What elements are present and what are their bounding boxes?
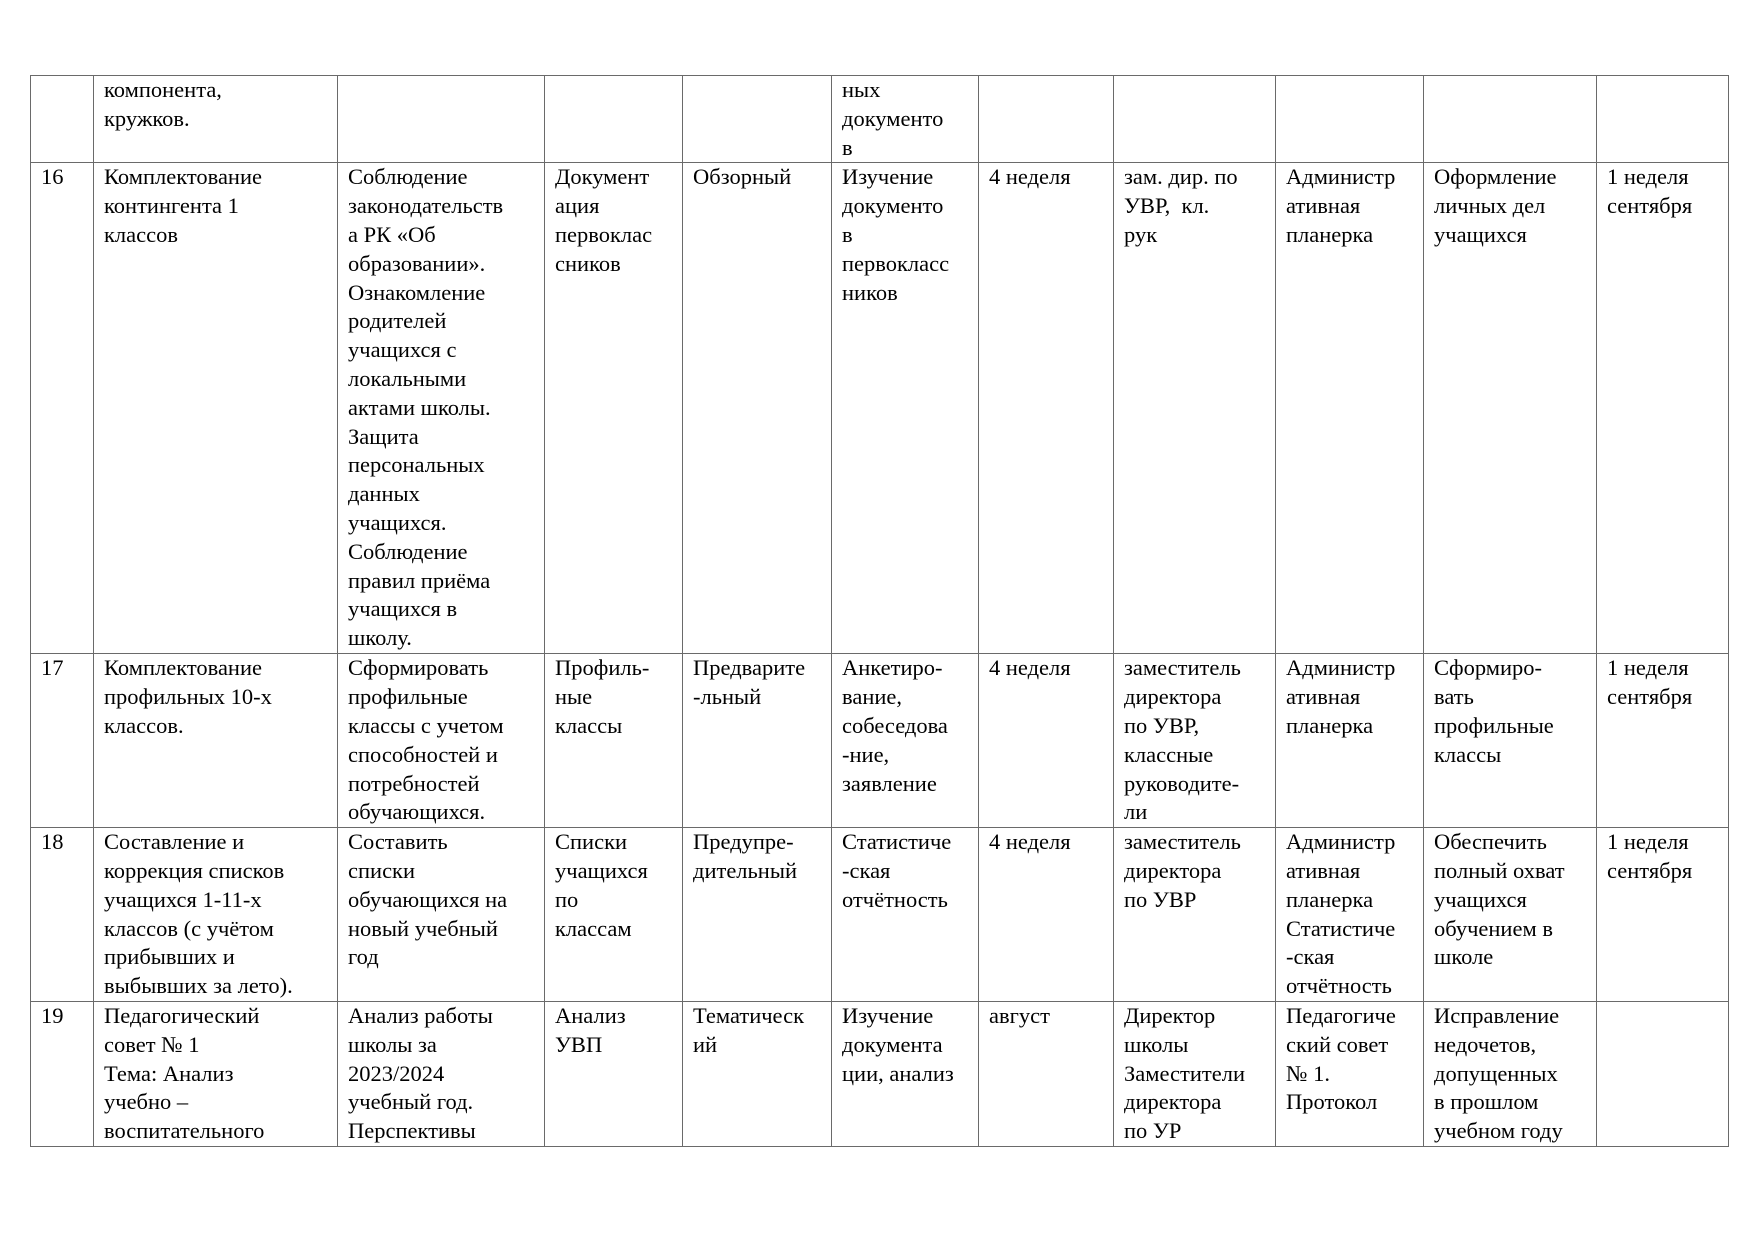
cell-method bbox=[832, 828, 979, 1002]
cell-text-line: учащихся 1-11-х bbox=[104, 886, 262, 912]
cell-text-line: в прошлом bbox=[1434, 1089, 1539, 1115]
cell-text-line: -ская bbox=[842, 857, 891, 883]
cell-text-line: дительный bbox=[693, 857, 797, 883]
cell-text-line: допущенных bbox=[1434, 1060, 1558, 1086]
cell-text-line: ли bbox=[1124, 799, 1148, 825]
cell-deadline bbox=[979, 163, 1114, 654]
cell-text-line: отчётность bbox=[842, 886, 948, 912]
cell-text-line: ативная bbox=[1286, 857, 1361, 883]
cell-text-line: ативная bbox=[1286, 193, 1361, 219]
cell-object bbox=[545, 1001, 683, 1146]
cell-text-line: сентября bbox=[1607, 193, 1693, 219]
cell-control-type bbox=[683, 654, 832, 828]
cell-text-line: данных bbox=[348, 481, 420, 507]
cell-number bbox=[31, 163, 94, 654]
cell-deadline bbox=[979, 76, 1114, 163]
cell-text-line: классов (с учётом bbox=[104, 915, 274, 941]
cell-text-line: Статистиче bbox=[1286, 915, 1396, 941]
table-row bbox=[31, 1001, 1729, 1146]
cell-number bbox=[31, 1001, 94, 1146]
cell-text-line: по УВР, bbox=[1124, 712, 1200, 738]
cell-event bbox=[94, 1001, 338, 1146]
cell-text-line: ников bbox=[842, 279, 898, 305]
cell-text-line: 16 bbox=[41, 164, 64, 190]
cell-text-line: Защита bbox=[348, 423, 419, 449]
cell-text-line: учащихся bbox=[555, 857, 648, 883]
cell-responsible bbox=[1114, 76, 1276, 163]
cell-text-line: ский совет bbox=[1286, 1031, 1389, 1057]
cell-text-line: актами школы. bbox=[348, 394, 491, 420]
cell-text-line: классов bbox=[104, 221, 178, 247]
cell-text-line: в bbox=[842, 134, 853, 160]
cell-deadline bbox=[979, 828, 1114, 1002]
cell-text-line: Соблюдение bbox=[348, 164, 468, 190]
cell-control-type bbox=[683, 828, 832, 1002]
cell-text-line: классы bbox=[555, 712, 623, 738]
cell-text-line: локальными bbox=[348, 365, 467, 391]
cell-text-line: Администр bbox=[1286, 655, 1396, 681]
plan-table bbox=[30, 75, 1729, 1147]
cell-text-line: ции, анализ bbox=[842, 1060, 954, 1086]
cell-text-line: Заместители bbox=[1124, 1060, 1245, 1086]
cell-text-line: документо bbox=[842, 105, 944, 131]
cell-secondary-deadline bbox=[1597, 163, 1729, 654]
cell-text-line: Оформление bbox=[1434, 164, 1557, 190]
cell-text-line: первокласс bbox=[842, 250, 950, 276]
cell-text-line: Сформиро- bbox=[1434, 655, 1543, 681]
cell-goal bbox=[338, 654, 545, 828]
cell-text-line: Тематическ bbox=[693, 1002, 805, 1028]
cell-result bbox=[1424, 828, 1597, 1002]
cell-text-line: 18 bbox=[41, 829, 64, 855]
table-row bbox=[31, 828, 1729, 1002]
cell-result bbox=[1424, 76, 1597, 163]
cell-text-line: школу. bbox=[348, 625, 412, 651]
cell-text-line: Изучение bbox=[842, 1002, 934, 1028]
cell-responsible bbox=[1114, 163, 1276, 654]
cell-text-line: Администр bbox=[1286, 829, 1396, 855]
cell-text-line: классов. bbox=[104, 712, 184, 738]
cell-control-type bbox=[683, 76, 832, 163]
cell-text-line: сников bbox=[555, 250, 621, 276]
cell-object bbox=[545, 163, 683, 654]
cell-secondary-deadline bbox=[1597, 828, 1729, 1002]
cell-text-line: обучающихся. bbox=[348, 799, 486, 825]
cell-text-line: Документ bbox=[555, 164, 650, 190]
cell-review-place bbox=[1276, 654, 1424, 828]
cell-text-line: кружков. bbox=[104, 105, 190, 131]
cell-text-line: Исправление bbox=[1434, 1002, 1560, 1028]
cell-text-line: учебном году bbox=[1434, 1118, 1563, 1144]
cell-text-line: ий bbox=[693, 1031, 718, 1057]
cell-text-line: ативная bbox=[1286, 684, 1361, 710]
cell-control-type bbox=[683, 163, 832, 654]
cell-text-line: Сформировать bbox=[348, 655, 489, 681]
cell-deadline bbox=[979, 654, 1114, 828]
cell-text-line: вать bbox=[1434, 684, 1474, 710]
cell-goal bbox=[338, 163, 545, 654]
cell-text-line: сентября bbox=[1607, 857, 1693, 883]
cell-text-line: школе bbox=[1434, 944, 1494, 970]
cell-text-line: 17 bbox=[41, 655, 64, 681]
cell-text-line: учащихся в bbox=[348, 596, 458, 622]
cell-text-line: Педагогический bbox=[104, 1002, 260, 1028]
cell-text-line: коррекция списков bbox=[104, 857, 285, 883]
cell-text-line: директора bbox=[1124, 857, 1222, 883]
table-row bbox=[31, 76, 1729, 163]
cell-text-line: Обеспечить bbox=[1434, 829, 1547, 855]
cell-text-line: собеседова bbox=[842, 712, 948, 738]
cell-method bbox=[832, 163, 979, 654]
cell-text-line: Составить bbox=[348, 829, 448, 855]
cell-text-line: Обзорный bbox=[693, 164, 792, 190]
cell-text-line: Комплектование bbox=[104, 164, 263, 190]
cell-method bbox=[832, 1001, 979, 1146]
cell-text-line: в bbox=[842, 221, 853, 247]
cell-secondary-deadline bbox=[1597, 654, 1729, 828]
cell-text-line: родителей bbox=[348, 308, 447, 334]
cell-text-line: 4 неделя bbox=[989, 164, 1071, 190]
cell-control-type bbox=[683, 1001, 832, 1146]
cell-text-line: Статистиче bbox=[842, 829, 952, 855]
cell-text-line: новый учебный bbox=[348, 915, 498, 941]
cell-text-line: Анкетиро- bbox=[842, 655, 943, 681]
cell-method bbox=[832, 654, 979, 828]
cell-text-line: классы bbox=[1434, 741, 1502, 767]
cell-text-line: профильные bbox=[1434, 712, 1554, 738]
cell-number bbox=[31, 828, 94, 1002]
cell-text-line: способностей и bbox=[348, 741, 498, 767]
cell-review-place bbox=[1276, 1001, 1424, 1146]
cell-text-line: персональных bbox=[348, 452, 485, 478]
cell-text-line: первоклас bbox=[555, 221, 653, 247]
table-row bbox=[31, 163, 1729, 654]
cell-text-line: ные bbox=[555, 684, 593, 710]
cell-text-line: а РК «Об bbox=[348, 221, 436, 247]
cell-text-line: учащихся с bbox=[348, 337, 457, 363]
cell-text-line: учебный год. bbox=[348, 1089, 474, 1115]
cell-text-line: компонента, bbox=[104, 77, 222, 102]
cell-text-line: заместитель bbox=[1124, 829, 1241, 855]
cell-text-line: классные bbox=[1124, 741, 1214, 767]
cell-text-line: -льный bbox=[693, 684, 762, 710]
cell-text-line: документо bbox=[842, 193, 944, 219]
cell-text-line: учебно – bbox=[104, 1089, 189, 1115]
cell-text-line: списки bbox=[348, 857, 416, 883]
cell-text-line: директора bbox=[1124, 684, 1222, 710]
cell-text-line: контингента 1 bbox=[104, 193, 239, 219]
cell-text-line: заместитель bbox=[1124, 655, 1241, 681]
cell-text-line: отчётность bbox=[1286, 973, 1392, 999]
cell-text-line: планерка bbox=[1286, 221, 1374, 247]
cell-text-line: личных дел bbox=[1434, 193, 1546, 219]
cell-text-line: зам. дир. по bbox=[1124, 164, 1238, 190]
cell-text-line: 4 неделя bbox=[989, 655, 1071, 681]
cell-responsible bbox=[1114, 1001, 1276, 1146]
cell-text-line: Комплектование bbox=[104, 655, 263, 681]
cell-text-line: учащихся bbox=[1434, 221, 1527, 247]
cell-text-line: № 1. bbox=[1286, 1060, 1330, 1086]
cell-number bbox=[31, 654, 94, 828]
cell-text-line: заявление bbox=[842, 770, 937, 796]
cell-text-line: полный охват bbox=[1434, 857, 1565, 883]
cell-text-line: УВП bbox=[555, 1031, 603, 1057]
cell-text-line: школы bbox=[1124, 1031, 1189, 1057]
cell-text-line: Предварите bbox=[693, 655, 806, 681]
cell-text-line: год bbox=[348, 944, 379, 970]
cell-text-line: 19 bbox=[41, 1002, 64, 1028]
cell-event bbox=[94, 828, 338, 1002]
cell-text-line: воспитательного bbox=[104, 1118, 265, 1144]
cell-text-line: планерка bbox=[1286, 712, 1374, 738]
cell-text-line: документа bbox=[842, 1031, 943, 1057]
cell-text-line: учащихся bbox=[1434, 886, 1527, 912]
cell-text-line: вание, bbox=[842, 684, 903, 710]
cell-text-line: законодательств bbox=[348, 193, 504, 219]
cell-text-line: совет № 1 bbox=[104, 1031, 200, 1057]
cell-text-line: потребностей bbox=[348, 770, 480, 796]
cell-text-line: по УВР bbox=[1124, 886, 1197, 912]
cell-text-line: правил приёма bbox=[348, 567, 491, 593]
cell-text-line: Ознакомление bbox=[348, 279, 486, 305]
cell-text-line: рук bbox=[1124, 221, 1158, 247]
cell-text-line: директора bbox=[1124, 1089, 1222, 1115]
cell-text-line: Тема: Анализ bbox=[104, 1060, 234, 1086]
cell-secondary-deadline bbox=[1597, 1001, 1729, 1146]
cell-text-line: ация bbox=[555, 193, 600, 219]
cell-text-line: по bbox=[555, 886, 579, 912]
cell-result bbox=[1424, 1001, 1597, 1146]
cell-responsible bbox=[1114, 828, 1276, 1002]
cell-review-place bbox=[1276, 828, 1424, 1002]
cell-text-line: руководите- bbox=[1124, 770, 1240, 796]
cell-text-line: Администр bbox=[1286, 164, 1396, 190]
cell-text-line: УВР, кл. bbox=[1124, 193, 1210, 219]
cell-text-line: Педагогиче bbox=[1286, 1002, 1396, 1028]
cell-text-line: -ская bbox=[1286, 944, 1335, 970]
cell-review-place bbox=[1276, 163, 1424, 654]
cell-text-line: обучением в bbox=[1434, 915, 1553, 941]
cell-text-line: 4 неделя bbox=[989, 829, 1071, 855]
cell-text-line: Директор bbox=[1124, 1002, 1216, 1028]
cell-object bbox=[545, 76, 683, 163]
cell-result bbox=[1424, 163, 1597, 654]
cell-event bbox=[94, 654, 338, 828]
cell-deadline bbox=[979, 1001, 1114, 1146]
cell-text-line: Профиль- bbox=[555, 655, 650, 681]
cell-review-place bbox=[1276, 76, 1424, 163]
cell-event bbox=[94, 76, 338, 163]
cell-secondary-deadline bbox=[1597, 76, 1729, 163]
cell-text-line: по УР bbox=[1124, 1118, 1182, 1144]
cell-text-line: классы с учетом bbox=[348, 712, 504, 738]
cell-goal bbox=[338, 76, 545, 163]
cell-text-line: сентября bbox=[1607, 684, 1693, 710]
cell-method bbox=[832, 76, 979, 163]
cell-goal bbox=[338, 1001, 545, 1146]
cell-text-line: образовании». bbox=[348, 250, 486, 276]
cell-object bbox=[545, 828, 683, 1002]
cell-text-line: 2023/2024 bbox=[348, 1060, 445, 1086]
cell-event bbox=[94, 163, 338, 654]
table-row bbox=[31, 654, 1729, 828]
cell-text-line: учащихся. bbox=[348, 509, 447, 535]
cell-text-line: профильные bbox=[348, 684, 468, 710]
cell-text-line: Соблюдение bbox=[348, 538, 468, 564]
cell-responsible bbox=[1114, 654, 1276, 828]
cell-text-line: классам bbox=[555, 915, 632, 941]
cell-text-line: прибывших и bbox=[104, 944, 235, 970]
cell-text-line: Протокол bbox=[1286, 1089, 1378, 1115]
cell-text-line: ных bbox=[842, 77, 881, 102]
cell-goal bbox=[338, 828, 545, 1002]
cell-text-line: 1 неделя bbox=[1607, 829, 1689, 855]
cell-number bbox=[31, 76, 94, 163]
cell-text-line: школы за bbox=[348, 1031, 437, 1057]
cell-text-line: недочетов, bbox=[1434, 1031, 1537, 1057]
cell-text-line: Перспективы bbox=[348, 1118, 476, 1144]
cell-result bbox=[1424, 654, 1597, 828]
cell-text-line: 1 неделя bbox=[1607, 655, 1689, 681]
cell-text-line: Списки bbox=[555, 829, 628, 855]
cell-text-line: Изучение bbox=[842, 164, 934, 190]
cell-text-line: август bbox=[989, 1002, 1050, 1028]
cell-object bbox=[545, 654, 683, 828]
cell-text-line: профильных 10-х bbox=[104, 684, 272, 710]
cell-text-line: планерка bbox=[1286, 886, 1374, 912]
cell-text-line: выбывших за лето). bbox=[104, 973, 293, 999]
cell-text-line: Анализ работы bbox=[348, 1002, 493, 1028]
cell-text-line: обучающихся на bbox=[348, 886, 508, 912]
cell-text-line: Предупре- bbox=[693, 829, 794, 855]
cell-text-line: Составление и bbox=[104, 829, 245, 855]
cell-text-line: Анализ bbox=[555, 1002, 626, 1028]
cell-text-line: 1 неделя bbox=[1607, 164, 1689, 190]
cell-text-line: -ние, bbox=[842, 741, 890, 767]
